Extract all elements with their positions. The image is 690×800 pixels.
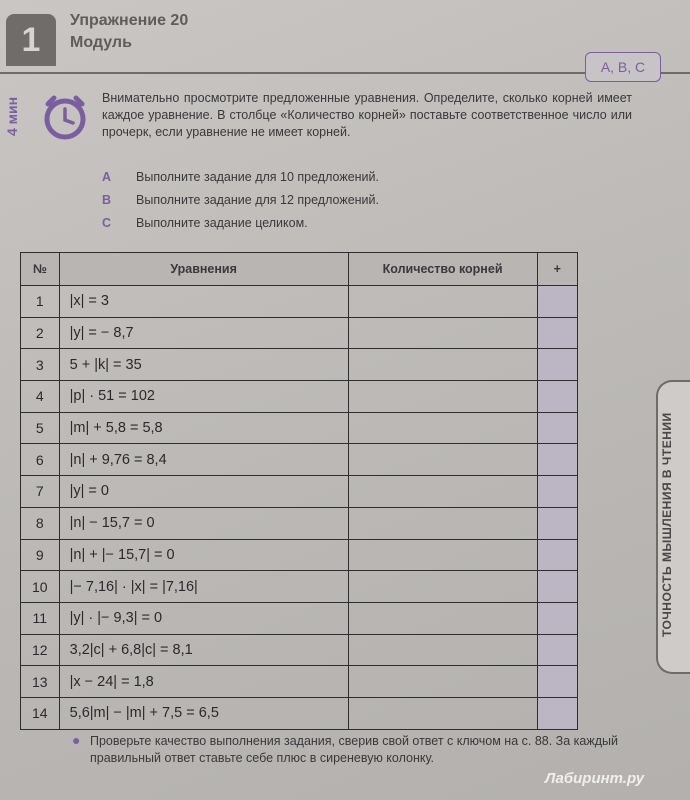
task-a (102, 170, 379, 184)
row-number: 5 (21, 412, 60, 444)
instructions-text: Внимательно просмотрите предложенные уравнения. Определите, сколько корней имеет каждое уравнение. В столбце «Количество корней» поставьте соответственное число или прочерк, если уравнение не имеет корней. (102, 91, 632, 139)
row-equation: |n| − 15,7 = 0 (59, 507, 348, 539)
row-number: 13 (21, 666, 60, 698)
task-c (102, 216, 308, 230)
level-badge: А, В, С (585, 52, 661, 82)
task-text: Выполните задание для 12 предложений. (136, 193, 379, 207)
plus-cell[interactable] (537, 349, 577, 381)
row-number: 4 (21, 381, 60, 413)
roots-count-cell[interactable] (348, 666, 537, 698)
table-row (21, 539, 578, 571)
row-equation: |p| · 51 = 102 (59, 381, 348, 413)
roots-count-cell[interactable] (348, 286, 537, 318)
table-row (21, 602, 578, 634)
roots-count-cell[interactable] (348, 539, 537, 571)
table-row (21, 412, 578, 444)
row-equation: |y| · |− 9,3| = 0 (59, 602, 348, 634)
row-equation: |− 7,16| · |x| = |7,16| (59, 571, 348, 603)
plus-cell[interactable] (537, 317, 577, 349)
exercise-number-tab: 1 (6, 14, 56, 66)
table-row (21, 444, 578, 476)
table-row (21, 317, 578, 349)
row-number: 11 (21, 602, 60, 634)
row-equation: 5 + |k| = 35 (59, 349, 348, 381)
row-number: 14 (21, 697, 60, 729)
roots-count-cell[interactable] (348, 381, 537, 413)
task-letter: В (102, 193, 112, 207)
table-row (21, 507, 578, 539)
task-b (102, 193, 379, 207)
watermark-logo: Лабиринт.ру (545, 770, 645, 787)
table-row (21, 571, 578, 603)
header-roots-count: Количество корней (348, 253, 537, 286)
row-equation: 3,2|c| + 6,8|c| = 8,1 (59, 634, 348, 666)
row-number: 10 (21, 571, 60, 603)
roots-count-cell[interactable] (348, 476, 537, 508)
row-equation: |n| + |− 15,7| = 0 (59, 539, 348, 571)
table-header-row (21, 253, 578, 286)
row-equation: 5,6|m| − |m| + 7,5 = 6,5 (59, 697, 348, 729)
plus-cell[interactable] (537, 286, 577, 318)
row-number: 3 (21, 349, 60, 381)
time-label: 4 мин (4, 96, 20, 136)
row-number: 1 (21, 286, 60, 318)
equations-table (20, 252, 578, 730)
plus-cell[interactable] (537, 444, 577, 476)
roots-count-cell[interactable] (348, 602, 537, 634)
plus-cell[interactable] (537, 539, 577, 571)
task-letter: А (102, 170, 112, 184)
side-tab-label: ТОЧНОСТЬ МЫШЛЕНИЯ В ЧТЕНИИ (660, 412, 674, 638)
roots-count-cell[interactable] (348, 697, 537, 729)
table-row (21, 634, 578, 666)
header-number: № (21, 253, 60, 286)
row-equation: |n| + 9,76 = 8,4 (59, 444, 348, 476)
table-row (21, 381, 578, 413)
exercise-subtitle: Модуль (70, 34, 132, 51)
table-body (21, 286, 578, 730)
plus-cell[interactable] (537, 666, 577, 698)
task-text: Выполните задание для 10 предложений. (136, 170, 379, 184)
roots-count-cell[interactable] (348, 412, 537, 444)
plus-cell[interactable] (537, 507, 577, 539)
row-number: 8 (21, 507, 60, 539)
table-row (21, 286, 578, 318)
header-equations: Уравнения (59, 253, 348, 286)
plus-cell[interactable] (537, 602, 577, 634)
footer-note: Проверьте качество выполнения задания, сверив свой ответ с ключом на с. 88. За каждый правильный ответ ставьте себе плюс в сиреневую колонку. (90, 734, 618, 765)
roots-count-cell[interactable] (348, 349, 537, 381)
roots-count-cell[interactable] (348, 317, 537, 349)
row-number: 2 (21, 317, 60, 349)
task-letter: С (102, 216, 112, 230)
task-text: Выполните задание целиком. (136, 216, 308, 230)
roots-count-cell[interactable] (348, 571, 537, 603)
row-equation: |y| = − 8,7 (59, 317, 348, 349)
row-equation: |m| + 5,8 = 5,8 (59, 412, 348, 444)
exercise-title: Упражнение 20 (70, 12, 189, 29)
roots-count-cell[interactable] (348, 444, 537, 476)
roots-count-cell[interactable] (348, 634, 537, 666)
table-row (21, 349, 578, 381)
header-plus: + (537, 253, 577, 286)
table-row (21, 697, 578, 729)
row-number: 6 (21, 444, 60, 476)
row-equation: |y| = 0 (59, 476, 348, 508)
row-number: 12 (21, 634, 60, 666)
plus-cell[interactable] (537, 381, 577, 413)
plus-cell[interactable] (537, 634, 577, 666)
plus-cell[interactable] (537, 412, 577, 444)
bullet-icon: ● (72, 732, 81, 748)
table-row (21, 476, 578, 508)
row-number: 9 (21, 539, 60, 571)
roots-count-cell[interactable] (348, 507, 537, 539)
plus-cell[interactable] (537, 476, 577, 508)
plus-cell[interactable] (537, 697, 577, 729)
table-row (21, 666, 578, 698)
row-equation: |x − 24| = 1,8 (59, 666, 348, 698)
row-number: 7 (21, 476, 60, 508)
alarm-clock-icon (40, 92, 90, 142)
row-equation: |x| = 3 (59, 286, 348, 318)
plus-cell[interactable] (537, 571, 577, 603)
